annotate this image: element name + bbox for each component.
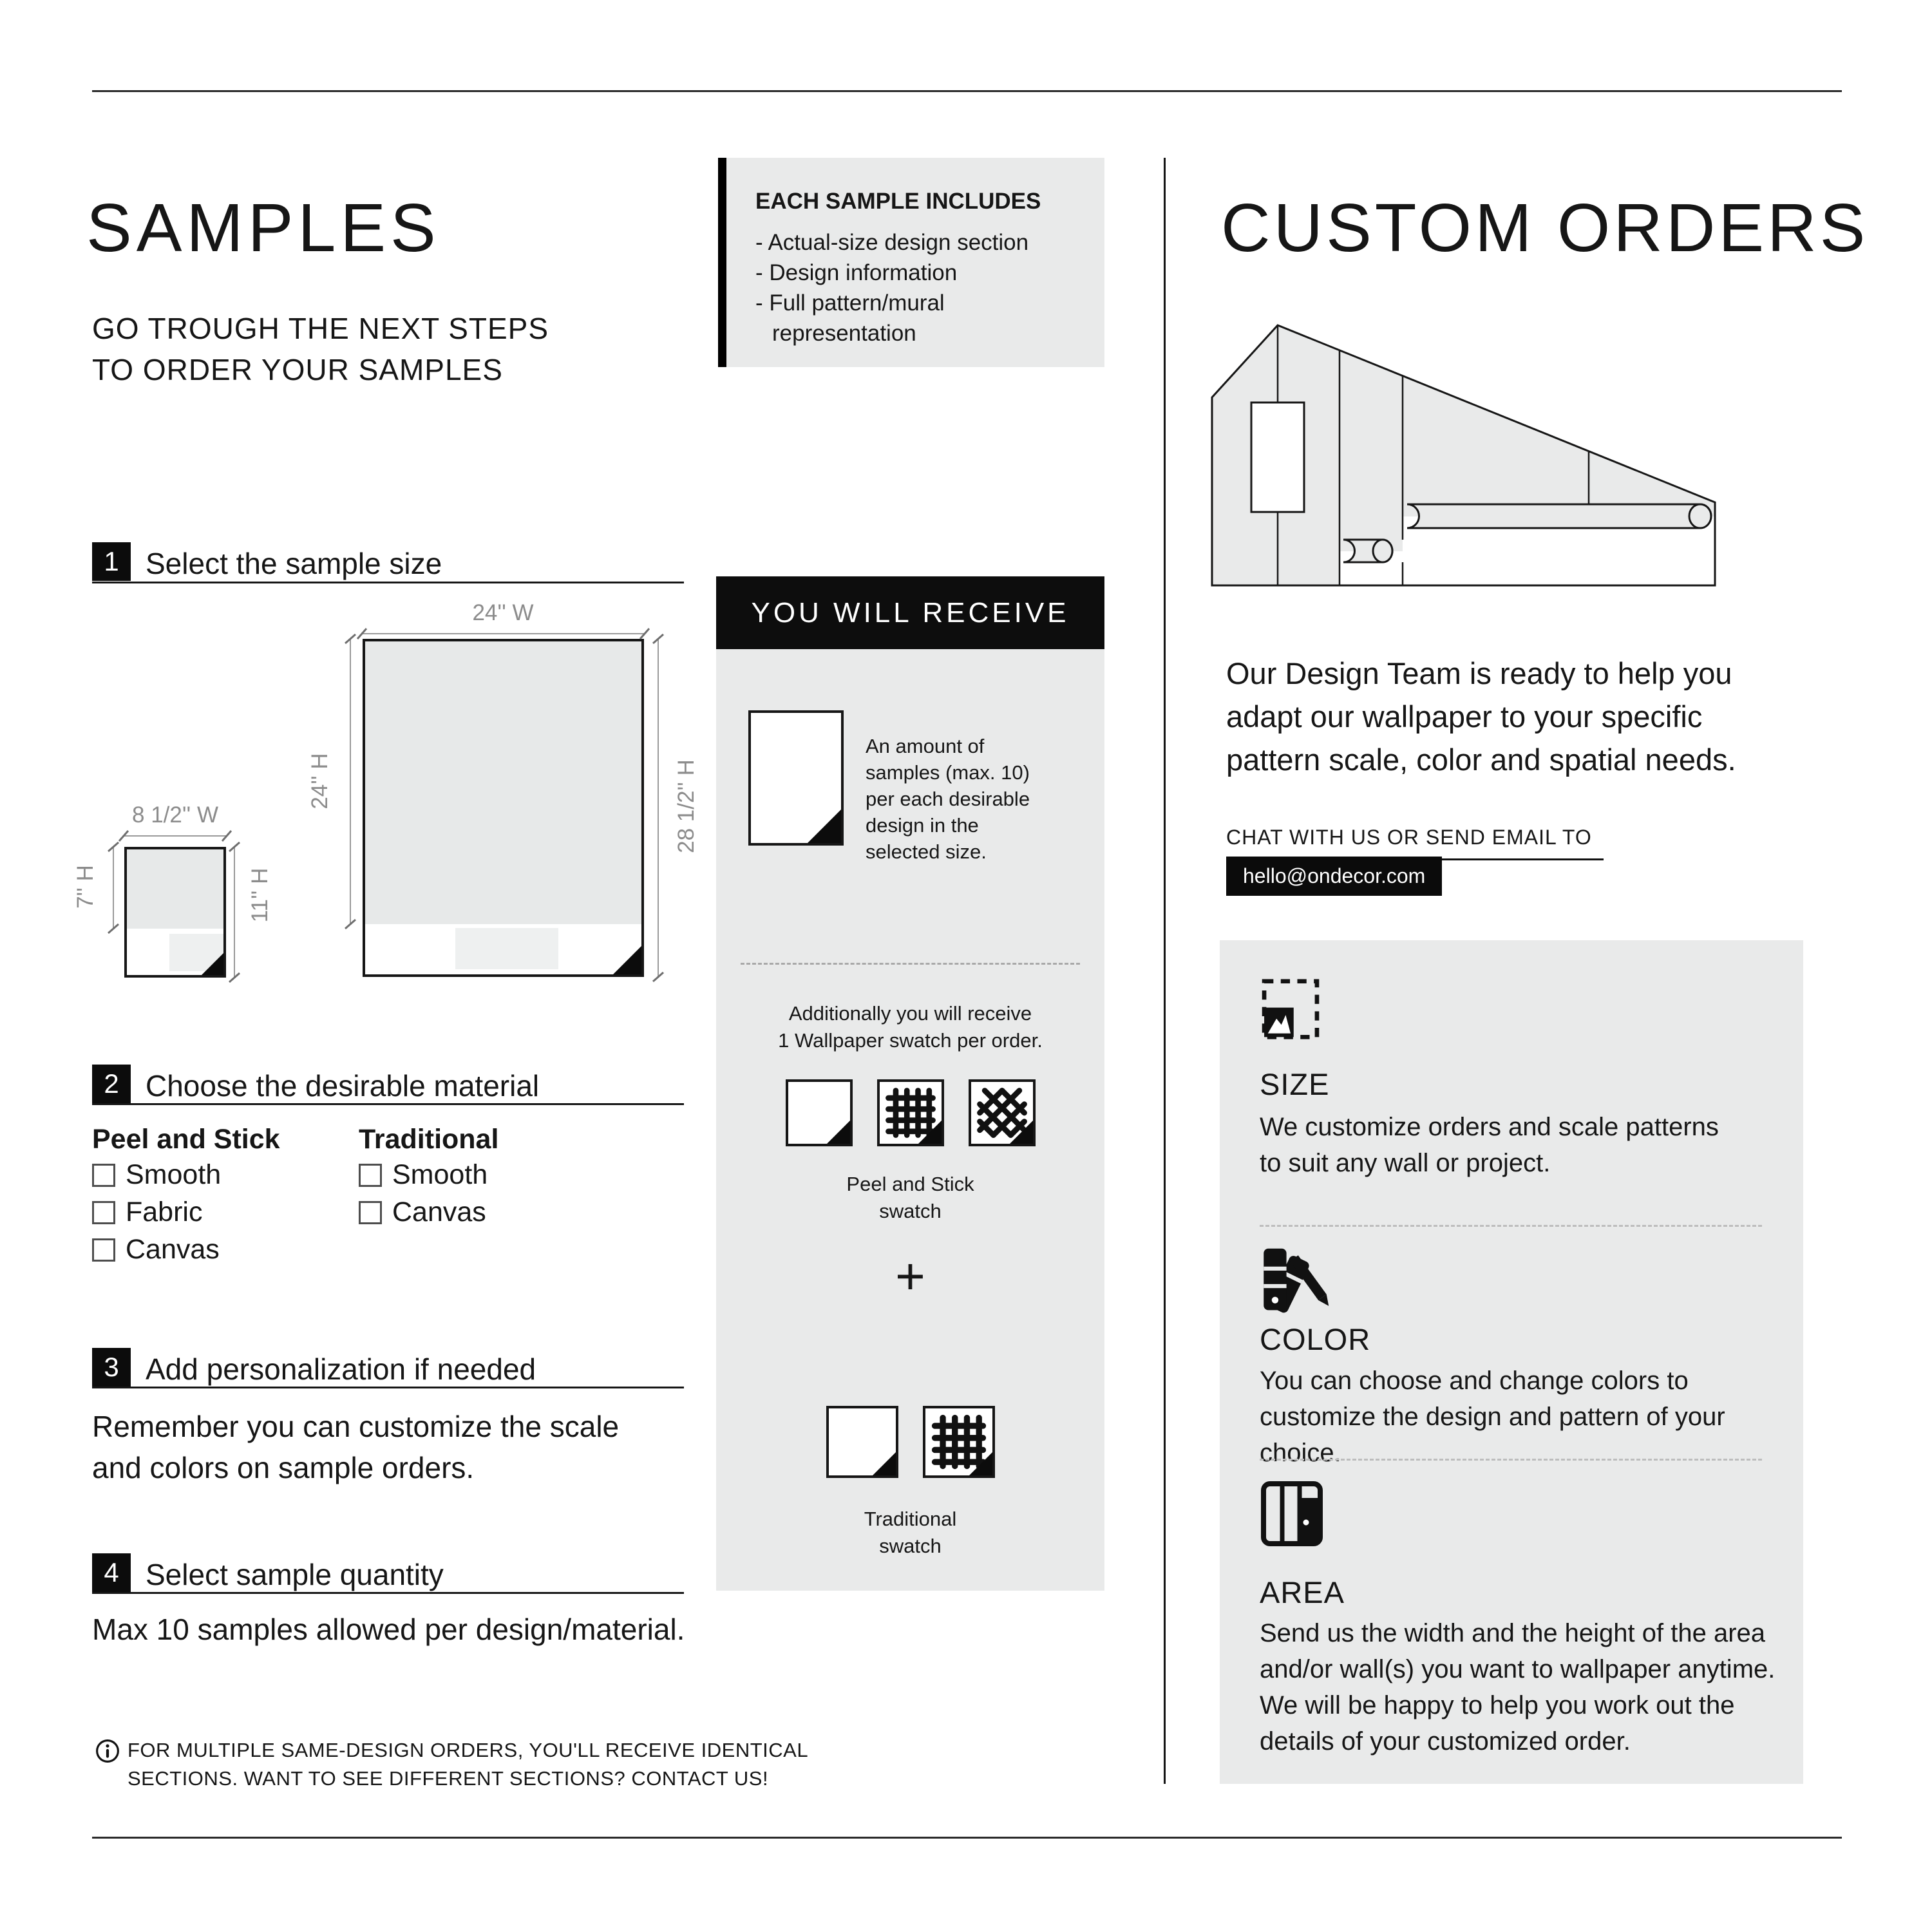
sample-paper-icon	[748, 710, 844, 846]
section-heading-color: COLOR	[1260, 1322, 1371, 1356]
material-option-peel-fabric	[92, 1197, 202, 1228]
receive-additional-line: Additionally you will receive	[788, 1002, 1032, 1025]
checkbox-peel-canvas[interactable]	[92, 1238, 115, 1262]
peel-swatch-label-line: swatch	[879, 1200, 942, 1222]
swatch-blank-icon	[786, 1079, 853, 1146]
receive-amount-line: An amount of	[866, 735, 985, 757]
option-label: Smooth	[392, 1159, 488, 1190]
custom-intro-line: adapt our wallpaper to your specific	[1226, 699, 1703, 734]
swatch-grid-icon	[923, 1406, 995, 1478]
plus-sign: +	[895, 1247, 925, 1305]
step-2-number: 2	[104, 1068, 119, 1099]
folded-corner-icon	[918, 1121, 942, 1144]
receive-panel	[716, 649, 1104, 1591]
receive-amount-text	[866, 733, 1030, 865]
step-4-note: Max 10 samples allowed per design/material.	[92, 1613, 685, 1646]
section-body-line: Send us the width and the height of the area	[1260, 1619, 1766, 1647]
color-swatches-icon	[1260, 1243, 1327, 1314]
top-rule	[92, 90, 1842, 92]
step-1-underline	[92, 582, 684, 583]
section-body-line: choice.	[1260, 1439, 1341, 1467]
step-4-underline	[92, 1592, 684, 1594]
samples-intro-line: GO TROUGH THE NEXT STEPS	[92, 312, 549, 345]
folded-corner-icon	[808, 810, 841, 843]
info-icon	[95, 1739, 120, 1763]
step-3-number: 3	[104, 1352, 119, 1382]
receive-amount-line: design in the	[866, 814, 979, 837]
receive-additional-line: 1 Wallpaper swatch per order.	[778, 1029, 1043, 1052]
traditional-swatch-label	[716, 1506, 1104, 1560]
option-label: Smooth	[126, 1159, 222, 1190]
dashed-divider	[1260, 1225, 1762, 1227]
email-chip[interactable]: hello@ondecor.com	[1226, 857, 1442, 896]
dashed-divider	[741, 963, 1080, 965]
includes-item: - Full pattern/mural	[755, 290, 945, 316]
dimension-line-vertical	[343, 632, 358, 931]
material-option-peel-smooth	[92, 1159, 221, 1191]
custom-orders-title: CUSTOM ORDERS	[1221, 190, 1869, 267]
wallpaper-roll	[1407, 504, 1711, 528]
includes-title: EACH SAMPLE INCLUDES	[755, 189, 1041, 214]
section-body-line: customize the design and pattern of your	[1260, 1403, 1725, 1431]
dashed-divider	[1260, 1459, 1762, 1461]
material-option-peel-canvas	[92, 1234, 220, 1265]
includes-item: representation	[772, 321, 916, 346]
material-column-traditional-title: Traditional	[359, 1124, 499, 1155]
section-body-line: We will be happy to help you work out the	[1260, 1691, 1735, 1719]
checkbox-peel-fabric[interactable]	[92, 1201, 115, 1224]
large-sample-design-area	[365, 641, 641, 924]
step-3-underline	[92, 1387, 684, 1388]
receive-additional-text	[716, 1000, 1104, 1054]
peel-swatch-label-line: Peel and Stick	[846, 1173, 974, 1195]
chat-label: CHAT WITH US OR SEND EMAIL TO	[1226, 826, 1604, 860]
folded-corner-icon	[613, 946, 641, 974]
traditional-swatch-label-line: swatch	[879, 1535, 942, 1557]
step-2-badge	[92, 1065, 131, 1103]
samples-intro-line: TO ORDER YOUR SAMPLES	[92, 353, 503, 386]
includes-box	[718, 158, 1104, 367]
step-3-title: Add personalization if needed	[146, 1352, 536, 1386]
footnote-line: FOR MULTIPLE SAME-DESIGN ORDERS, YOU'LL RECEIVE IDENTICAL	[128, 1739, 809, 1761]
step-3-badge	[92, 1348, 131, 1387]
footnote	[128, 1736, 808, 1793]
receive-amount-line: selected size.	[866, 840, 987, 863]
step-3-note-line: Remember you can customize the scale	[92, 1410, 620, 1443]
peel-swatch-row	[716, 1079, 1104, 1146]
section-body-area	[1260, 1615, 1775, 1759]
dimension-line-vertical	[227, 840, 242, 984]
step-1-badge	[92, 542, 131, 581]
folded-corner-icon	[969, 1452, 992, 1475]
folded-corner-icon	[827, 1121, 850, 1144]
step-4-title: Select sample quantity	[146, 1558, 444, 1591]
section-body-color	[1260, 1363, 1725, 1471]
section-body-line: and/or wall(s) you want to wallpaper anytime.	[1260, 1655, 1776, 1683]
section-body-line: details of your customized order.	[1260, 1727, 1631, 1756]
dim-label-large-width: 24'' W	[472, 600, 534, 625]
traditional-swatch-label-line: Traditional	[864, 1508, 957, 1530]
swatch-blank-icon	[826, 1406, 898, 1478]
size-crop-icon	[1260, 977, 1321, 1041]
area-wall-icon	[1260, 1480, 1324, 1548]
section-body-line: You can choose and change colors to	[1260, 1367, 1689, 1395]
traditional-swatch-row	[716, 1406, 1104, 1478]
folded-corner-icon	[1010, 1121, 1033, 1144]
option-label: Canvas	[126, 1234, 220, 1265]
receive-header	[716, 576, 1104, 649]
dim-label-small-width: 8 1/2'' W	[132, 802, 218, 828]
step-2-underline	[92, 1103, 684, 1105]
receive-amount-line: per each desirable	[866, 788, 1030, 810]
option-label: Fabric	[126, 1197, 203, 1227]
section-body-line: We customize orders and scale patterns	[1260, 1113, 1719, 1141]
custom-intro-line: pattern scale, color and spatial needs.	[1226, 743, 1736, 777]
material-column-peel-title: Peel and Stick	[92, 1124, 280, 1155]
checkbox-traditional-canvas[interactable]	[359, 1201, 382, 1224]
step-3-note-line: and colors on sample orders.	[92, 1451, 475, 1484]
step-1-title: Select the sample size	[146, 547, 442, 580]
swatch-grid-icon	[877, 1079, 944, 1146]
includes-item: - Design information	[755, 260, 958, 285]
step-3-note	[92, 1406, 619, 1488]
bottom-rule	[92, 1837, 1842, 1839]
folded-corner-icon	[873, 1452, 896, 1475]
samples-title: SAMPLES	[86, 190, 440, 267]
dimension-line-horizontal	[356, 626, 650, 641]
custom-options-panel	[1220, 940, 1803, 1784]
large-sample-info-chip	[455, 928, 558, 969]
folded-corner-icon	[202, 953, 223, 975]
checkbox-peel-smooth[interactable]	[92, 1164, 115, 1187]
sample-diagram-small	[124, 847, 226, 978]
dim-label-large-height-right: 28 1/2'' H	[674, 759, 699, 853]
dim-label-small-height-left: 7'' H	[73, 865, 98, 909]
receive-header-label: YOU WILL RECEIVE	[751, 596, 1070, 629]
column-divider	[1164, 158, 1166, 1784]
step-2-title: Choose the desirable material	[146, 1069, 540, 1103]
house-wallpaper-illustration	[1198, 309, 1739, 605]
checkbox-traditional-smooth[interactable]	[359, 1164, 382, 1187]
step-4-badge	[92, 1553, 131, 1592]
includes-item: - Actual-size design section	[755, 230, 1029, 255]
custom-intro-line: Our Design Team is ready to help you	[1226, 656, 1732, 690]
dimension-line-vertical	[106, 840, 121, 935]
receive-amount-line: samples (max. 10)	[866, 761, 1030, 784]
window	[1251, 402, 1304, 512]
samples-intro	[92, 308, 549, 390]
section-body-line: to suit any wall or project.	[1260, 1149, 1551, 1177]
material-option-traditional-canvas	[359, 1197, 486, 1228]
footnote-line: SECTIONS. WANT TO SEE DIFFERENT SECTIONS? CONTACT US!	[128, 1767, 769, 1790]
dim-label-large-height-left: 24'' H	[307, 753, 332, 810]
option-label: Canvas	[392, 1197, 486, 1227]
dim-label-small-height-right: 11'' H	[247, 867, 272, 923]
peel-swatch-label	[716, 1171, 1104, 1225]
swatch-crosshatch-icon	[969, 1079, 1036, 1146]
step-4-number: 4	[104, 1557, 119, 1587]
sample-diagram-large	[363, 639, 644, 977]
custom-intro	[1226, 652, 1736, 781]
step-1-number: 1	[104, 546, 119, 576]
section-heading-area: AREA	[1260, 1575, 1345, 1609]
dimension-line-horizontal	[118, 828, 232, 844]
section-body-size	[1260, 1109, 1719, 1181]
material-option-traditional-smooth	[359, 1159, 488, 1191]
dimension-line-vertical	[650, 632, 666, 983]
small-sample-design-area	[127, 849, 223, 929]
section-heading-size: SIZE	[1260, 1067, 1330, 1101]
